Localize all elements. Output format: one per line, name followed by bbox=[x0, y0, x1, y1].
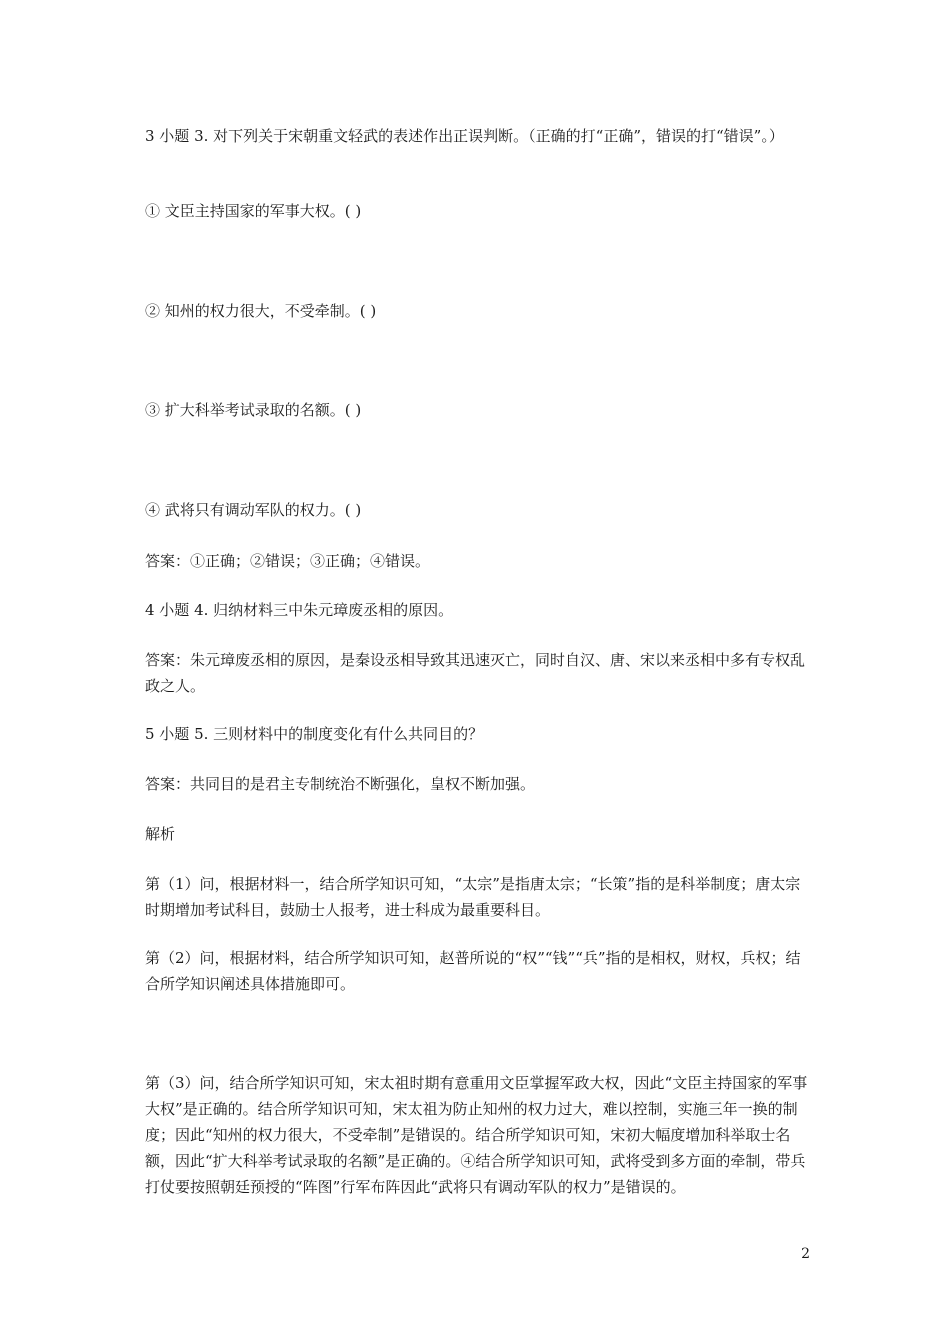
question-3-title: 3 小题 3. 对下列关于宋朝重文轻武的表述作出正误判断。（正确的打“正确”，错误的打“错误”。） bbox=[145, 127, 784, 145]
analysis-paragraph-3: 第（3）问，结合所学知识可知，宋太祖时期有意重用文臣掌握军政大权，因此“文臣主持国家的军事大权”是正确的。结合所学知识可知，宋太祖为防止知州的权力过大，难以控制，实施三年一换的制度；因此“知州的权力很大，不受牵制”是错误的。结合所学知识可知，宋初大幅度增加科举取士名额，因此“扩大科举考试录取的名额”是正确的。④结合所学知识可知，武将受到多方面的牵制，带兵打仗要按照朝廷预授的“阵图”行军布阵因此“武将只有调动军队的权力”是错误的。 bbox=[145, 1074, 808, 1196]
question-3-item-1: ① 文臣主持国家的军事大权。( ) bbox=[145, 202, 362, 220]
question-5-title: 5 小题 5. 三则材料中的制度变化有什么共同目的？ bbox=[145, 725, 484, 743]
question-3-item-3: ③ 扩大科举考试录取的名额。( ) bbox=[145, 401, 362, 419]
page-number: 2 bbox=[801, 1246, 810, 1262]
question-3-item-4: ④ 武将只有调动军队的权力。( ) bbox=[145, 501, 362, 519]
question-3-item-2: ② 知州的权力很大，不受牵制。( ) bbox=[145, 302, 377, 320]
analysis-paragraph-1: 第（1）问，根据材料一，结合所学知识可知，“太宗”是指唐太宗；“长策”指的是科举制度；唐太宗时期增加考试科目，鼓励士人报考，进士科成为最重要科目。 bbox=[145, 875, 801, 919]
question-4-answer: 答案：朱元璋废丞相的原因，是秦设丞相导致其迅速灭亡，同时自汉、唐、宋以来丞相中多有专权乱政之人。 bbox=[145, 651, 806, 695]
analysis-heading: 解析 bbox=[145, 825, 176, 843]
question-4-title: 4 小题 4. 归纳材料三中朱元璋废丞相的原因。 bbox=[145, 601, 454, 619]
analysis-paragraph-2: 第（2）问，根据材料，结合所学知识可知，赵普所说的“权”“钱”“兵”指的是相权，财权，兵权；结合所学知识阐述具体措施即可。 bbox=[145, 949, 801, 993]
question-5-answer: 答案：共同目的是君主专制统治不断强化，皇权不断加强。 bbox=[145, 775, 536, 793]
question-3-answer: 答案：①正确；②错误；③正确；④错误。 bbox=[145, 552, 431, 570]
